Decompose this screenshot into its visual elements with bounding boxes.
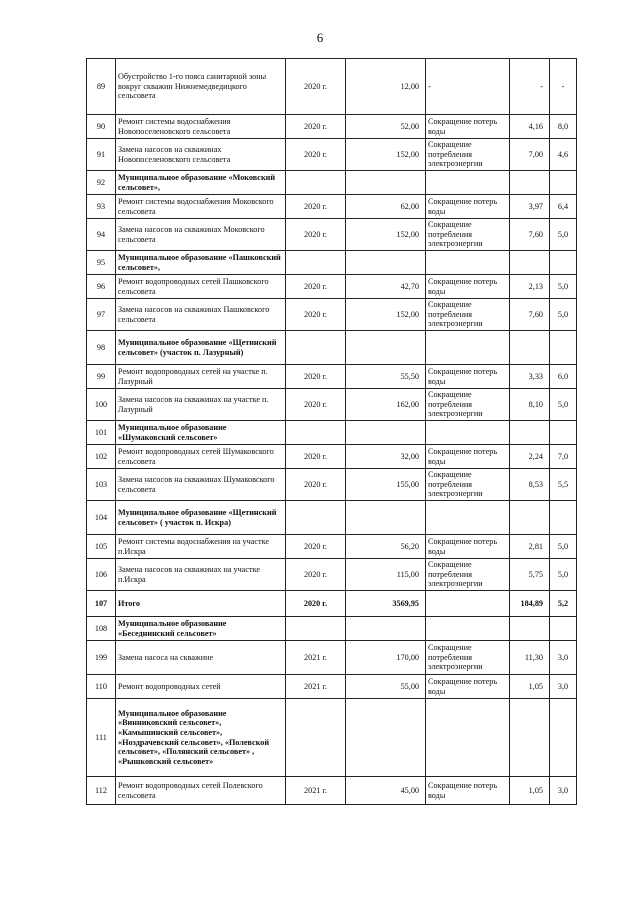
page-number: 6	[316, 30, 324, 45]
measure-year	[286, 171, 346, 195]
measure-year	[286, 421, 346, 445]
measure-effect	[426, 591, 510, 617]
measure-value-1: 7,00	[510, 139, 550, 171]
row-number: 94	[87, 219, 116, 251]
measure-value-2: 6,4	[550, 195, 577, 219]
row-number: 105	[87, 535, 116, 559]
table-row	[87, 445, 577, 469]
measure-name: Муниципальное образование «Щетинский сельсовет» ( участок п. Искра)	[116, 501, 286, 535]
measure-name: Муниципальное образование «Пашковский сельсовет»,	[116, 251, 286, 275]
measure-value-2: -	[550, 59, 577, 115]
measure-effect: Сокращение потерь воды	[426, 777, 510, 805]
measure-amount	[346, 251, 426, 275]
measure-year: 2020 г.	[286, 59, 346, 115]
row-number: 102	[87, 445, 116, 469]
measure-year: 2020 г.	[286, 559, 346, 591]
row-number: 98	[87, 331, 116, 365]
row-number: 91	[87, 139, 116, 171]
row-number: 108	[87, 617, 116, 641]
table-row	[87, 591, 577, 617]
measure-year	[286, 501, 346, 535]
measure-value-1: 1,05	[510, 675, 550, 699]
measure-value-2: 5,0	[550, 275, 577, 299]
measure-value-2: 5,0	[550, 389, 577, 421]
measure-year: 2020 г.	[286, 115, 346, 139]
table-row	[87, 777, 577, 805]
measure-name: Замена насосов на скважинах Шумаковского сельсовета	[116, 469, 286, 501]
measure-name: Ремонт системы водоснабжения Новопоселеновского сельсовета	[116, 115, 286, 139]
measure-year	[286, 331, 346, 365]
measure-name: Ремонт водопроводных сетей Пашковского сельсовета	[116, 275, 286, 299]
measure-value-1: -	[510, 59, 550, 115]
measure-value-1: 2,81	[510, 535, 550, 559]
measure-amount: 55,50	[346, 365, 426, 389]
measure-amount: 152,00	[346, 219, 426, 251]
measure-value-2	[550, 171, 577, 195]
row-number: 112	[87, 777, 116, 805]
table-row	[87, 559, 577, 591]
measure-name: Муниципальное образование «Щетинский сельсовет» (участок п. Лазурный)	[116, 331, 286, 365]
measure-year: 2020 г.	[286, 219, 346, 251]
measure-year	[286, 617, 346, 641]
measure-effect: Сокращение потерь воды	[426, 115, 510, 139]
row-number: 93	[87, 195, 116, 219]
row-number: 95	[87, 251, 116, 275]
measure-amount: 62,00	[346, 195, 426, 219]
table-row	[87, 139, 577, 171]
measure-name: Обустройство 1-го пояса санитарной зоны вокруг скважин Нижнемедведицкого сельсовета	[116, 59, 286, 115]
table-row	[87, 115, 577, 139]
measure-effect	[426, 251, 510, 275]
measure-year	[286, 251, 346, 275]
measure-value-1: 3,97	[510, 195, 550, 219]
measure-amount: 152,00	[346, 139, 426, 171]
table-row	[87, 389, 577, 421]
table-row	[87, 171, 577, 195]
measure-value-2: 8,0	[550, 115, 577, 139]
measure-amount: 32,00	[346, 445, 426, 469]
measure-name: Муниципальное образование «Винниковский сельсовет», «Камышинский сельсовет», «Ноздрачевский сельсовет», «Полевской сельсовет», «Полянский сельсовет» , «Рышковский сельсовет»	[116, 699, 286, 777]
measure-effect: Сокращение потребления электроэнергии	[426, 641, 510, 675]
measure-amount	[346, 617, 426, 641]
measure-year: 2021 г.	[286, 675, 346, 699]
measure-year: 2020 г.	[286, 445, 346, 469]
measure-amount: 45,00	[346, 777, 426, 805]
measure-effect: Сокращение потерь воды	[426, 675, 510, 699]
measure-value-2: 7,0	[550, 445, 577, 469]
row-number: 89	[87, 59, 116, 115]
measure-name: Замена насосов на скважинах Моковского сельсовета	[116, 219, 286, 251]
measures-table	[86, 58, 577, 805]
row-number: 111	[87, 699, 116, 777]
measure-year: 2021 г.	[286, 641, 346, 675]
measure-value-2	[550, 617, 577, 641]
measure-effect: Сокращение потребления электроэнергии	[426, 139, 510, 171]
measure-amount	[346, 699, 426, 777]
measure-name: Муниципальное образование «Моковский сельсовет»,	[116, 171, 286, 195]
table-row	[87, 641, 577, 675]
measure-value-2	[550, 501, 577, 535]
measure-value-1	[510, 251, 550, 275]
measure-amount: 56,20	[346, 535, 426, 559]
measure-amount: 3569,95	[346, 591, 426, 617]
row-number: 99	[87, 365, 116, 389]
measure-value-1: 1,05	[510, 777, 550, 805]
measure-amount: 12,00	[346, 59, 426, 115]
table-row	[87, 59, 577, 115]
measure-year: 2020 г.	[286, 469, 346, 501]
table-row	[87, 365, 577, 389]
measure-value-1	[510, 171, 550, 195]
measure-value-1: 11,30	[510, 641, 550, 675]
measure-year: 2020 г.	[286, 195, 346, 219]
measure-name: Замена насосов на скважинах Пашковского сельсовета	[116, 299, 286, 331]
measure-year: 2020 г.	[286, 389, 346, 421]
measure-value-2: 5,0	[550, 219, 577, 251]
measure-value-2: 3,0	[550, 777, 577, 805]
table-row	[87, 421, 577, 445]
measure-name: Муниципальное образование «Беседнинский сельсовет»	[116, 617, 286, 641]
table-row	[87, 699, 577, 777]
measure-amount: 162,00	[346, 389, 426, 421]
measure-value-2: 5,5	[550, 469, 577, 501]
measure-value-1: 7,60	[510, 219, 550, 251]
row-number: 90	[87, 115, 116, 139]
measure-value-2	[550, 421, 577, 445]
measure-effect	[426, 171, 510, 195]
measure-effect: Сокращение потерь воды	[426, 535, 510, 559]
measure-value-2	[550, 251, 577, 275]
measure-year: 2020 г.	[286, 299, 346, 331]
measure-value-1	[510, 699, 550, 777]
row-number: 97	[87, 299, 116, 331]
measure-value-1: 8,53	[510, 469, 550, 501]
measure-name: Ремонт системы водоснабжения на участке п.Искра	[116, 535, 286, 559]
measure-value-1: 184,89	[510, 591, 550, 617]
measure-value-2: 6,0	[550, 365, 577, 389]
row-number: 199	[87, 641, 116, 675]
table-row	[87, 195, 577, 219]
measure-amount	[346, 171, 426, 195]
table-row	[87, 535, 577, 559]
measure-name: Замена насосов на скважинах на участке п.Искра	[116, 559, 286, 591]
measure-effect: -	[426, 59, 510, 115]
measure-value-2: 3,0	[550, 675, 577, 699]
measure-value-1: 7,60	[510, 299, 550, 331]
measure-value-2: 5,2	[550, 591, 577, 617]
row-number: 103	[87, 469, 116, 501]
measure-value-1	[510, 617, 550, 641]
measure-value-2: 5,0	[550, 299, 577, 331]
table-row	[87, 219, 577, 251]
measure-amount: 52,00	[346, 115, 426, 139]
row-number: 96	[87, 275, 116, 299]
measure-year: 2021 г.	[286, 777, 346, 805]
measure-name: Ремонт водопроводных сетей Полевского сельсовета	[116, 777, 286, 805]
table-row	[87, 675, 577, 699]
measure-name: Ремонт водопроводных сетей	[116, 675, 286, 699]
measure-value-1: 5,75	[510, 559, 550, 591]
measure-year	[286, 699, 346, 777]
measure-effect: Сокращение потерь воды	[426, 445, 510, 469]
measure-value-1	[510, 421, 550, 445]
row-number: 92	[87, 171, 116, 195]
measure-name: Ремонт водопроводных сетей на участке п. Лазурный	[116, 365, 286, 389]
measure-effect	[426, 501, 510, 535]
measure-effect	[426, 617, 510, 641]
row-number: 104	[87, 501, 116, 535]
measure-value-2: 5,0	[550, 535, 577, 559]
measure-effect	[426, 421, 510, 445]
measure-name: Итого	[116, 591, 286, 617]
measure-name: Ремонт водопроводных сетей Шумаковского сельсовета	[116, 445, 286, 469]
table-row	[87, 275, 577, 299]
row-number: 100	[87, 389, 116, 421]
measure-amount: 152,00	[346, 299, 426, 331]
row-number: 106	[87, 559, 116, 591]
measure-amount: 170,00	[346, 641, 426, 675]
measure-name: Замена насосов на скважинах на участке п. Лазурный	[116, 389, 286, 421]
measure-year: 2020 г.	[286, 275, 346, 299]
table-row	[87, 251, 577, 275]
row-number: 101	[87, 421, 116, 445]
measure-year: 2020 г.	[286, 365, 346, 389]
measure-year: 2020 г.	[286, 535, 346, 559]
measure-value-1: 2,24	[510, 445, 550, 469]
measure-effect: Сокращение потребления электроэнергии	[426, 559, 510, 591]
measure-name: Муниципальное образование «Шумаковский сельсовет»	[116, 421, 286, 445]
measure-value-1: 3,33	[510, 365, 550, 389]
measure-amount	[346, 421, 426, 445]
measure-amount	[346, 331, 426, 365]
measure-value-1: 2,13	[510, 275, 550, 299]
measure-value-2	[550, 699, 577, 777]
measure-value-2	[550, 331, 577, 365]
measure-value-2: 5,0	[550, 559, 577, 591]
measure-value-1	[510, 331, 550, 365]
measure-name: Замена насосов на скважинах Новопоселеновского сельсовета	[116, 139, 286, 171]
measure-effect	[426, 699, 510, 777]
measure-value-1: 8,10	[510, 389, 550, 421]
measure-amount: 155,00	[346, 469, 426, 501]
measure-effect: Сокращение потребления электроэнергии	[426, 469, 510, 501]
measure-effect: Сокращение потерь воды	[426, 275, 510, 299]
measure-year: 2020 г.	[286, 139, 346, 171]
measure-value-2: 3,0	[550, 641, 577, 675]
measure-effect: Сокращение потерь воды	[426, 195, 510, 219]
measure-year: 2020 г.	[286, 591, 346, 617]
table-row	[87, 331, 577, 365]
measure-value-1	[510, 501, 550, 535]
measure-amount: 55,00	[346, 675, 426, 699]
measure-value-1: 4,16	[510, 115, 550, 139]
measure-effect: Сокращение потребления электроэнергии	[426, 219, 510, 251]
table-row	[87, 501, 577, 535]
measure-effect: Сокращение потребления электроэнергии	[426, 299, 510, 331]
measure-amount: 115,00	[346, 559, 426, 591]
row-number: 107	[87, 591, 116, 617]
measure-effect: Сокращение потребления электроэнергии	[426, 389, 510, 421]
measure-effect	[426, 331, 510, 365]
table-body	[87, 59, 577, 805]
measure-amount	[346, 501, 426, 535]
measure-amount: 42,70	[346, 275, 426, 299]
measure-name: Ремонт системы водоснабжения Моковского сельсовета	[116, 195, 286, 219]
measure-effect: Сокращение потерь воды	[426, 365, 510, 389]
measure-value-2: 4,6	[550, 139, 577, 171]
table-row	[87, 299, 577, 331]
table-row	[87, 469, 577, 501]
row-number: 110	[87, 675, 116, 699]
table-row	[87, 617, 577, 641]
measure-name: Замена насоса на скважине	[116, 641, 286, 675]
